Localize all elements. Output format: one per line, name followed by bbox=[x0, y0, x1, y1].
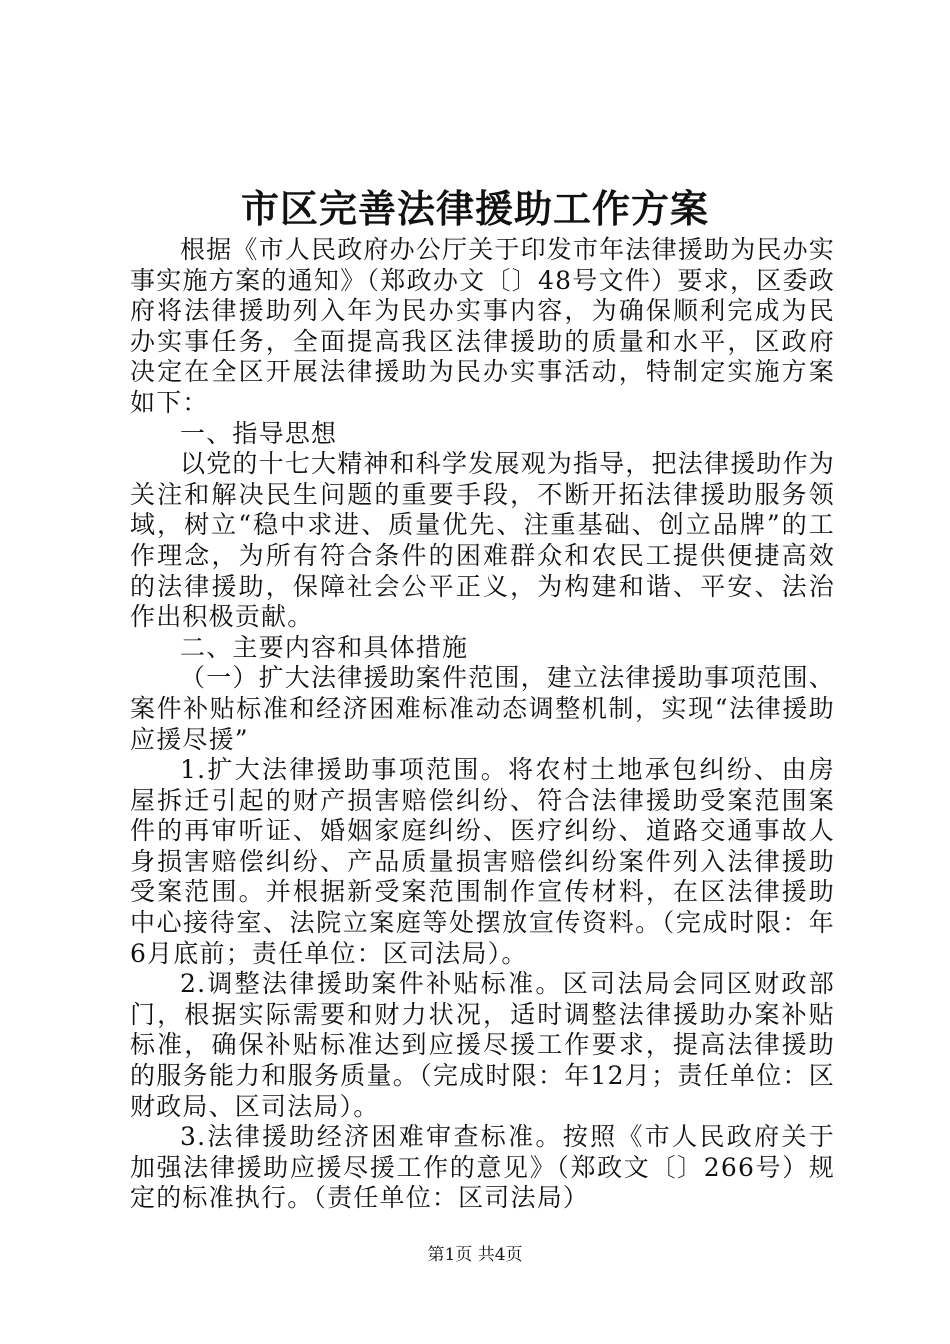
paragraph-guiding-ideology: 以党的十七大精神和科学发展观为指导，把法律援助作为关注和解决民生问题的重要手段，不断开拓法律援助服务领域，树立“稳中求进、质量优先、注重基础、创立品牌”的工作理念，为所有符合条件的困难群众和农民工提供便捷高效的法律援助，保障社会公平正义，为构建和谐、平安、法治作出积极贡献。 bbox=[130, 449, 836, 632]
document-title: 市区完善法律援助工作方案 bbox=[240, 186, 709, 231]
paragraph-item-3: 3.法律援助经济困难审查标准。按照《市人民政府关于加强法律援助应援尽援工作的意见》（郑政文〔〕266号）规定的标准执行。（责任单位：区司法局） bbox=[130, 1122, 835, 1213]
subheading-expand-scope: （一）扩大法律援助案件范围，建立法律援助事项范围、案件补贴标准和经济困难标准动态调整机制，实现“法律援助应援尽援” bbox=[130, 663, 836, 754]
paragraph-item-2: 2.调整法律援助案件补贴标准。区司法局会同区财政部门，根据实际需要和财力状况，适时调整法律援助办案补贴标准，确保补贴标准达到应援尽援工作要求，提高法律援助的服务能力和服务质量。（完成时限：年12月；责任单位：区财政局、区司法局）。 bbox=[130, 969, 835, 1121]
paragraph-item-1: 1.扩大法律援助事项范围。将农村土地承包纠纷、由房屋拆迁引起的财产损害赔偿纠纷、符合法律援助受案范围案件的再审听证、婚姻家庭纠纷、医疗纠纷、道路交通事故人身损害赔偿纠纷、产品质量损害赔偿纠纷案件列入法律援助受案范围。并根据新受案范围制作宣传材料，在区法律援助中心接待室、法院立案庭等处摆放宣传资料。（完成时限：年6月底前；责任单位：区司法局）。 bbox=[130, 755, 835, 968]
page-footer: 第1页 共4页 bbox=[427, 1245, 523, 1265]
heading-main-content: 二、主要内容和具体措施 bbox=[180, 632, 469, 662]
heading-guiding-ideology: 一、指导思想 bbox=[180, 418, 338, 448]
document-body bbox=[130, 235, 835, 1214]
paragraph-intro: 根据《市人民政府办公厅关于印发市年法律援助为民办实事实施方案的通知》（郑政办文〔〕48号文件）要求，区委政府将法律援助列入年为民办实事内容，为确保顺利完成为民办实事任务，全面提高我区法律援助的质量和水平，区政府决定在全区开展法律援助为民办实事活动，特制定实施方案如下： bbox=[130, 235, 836, 417]
